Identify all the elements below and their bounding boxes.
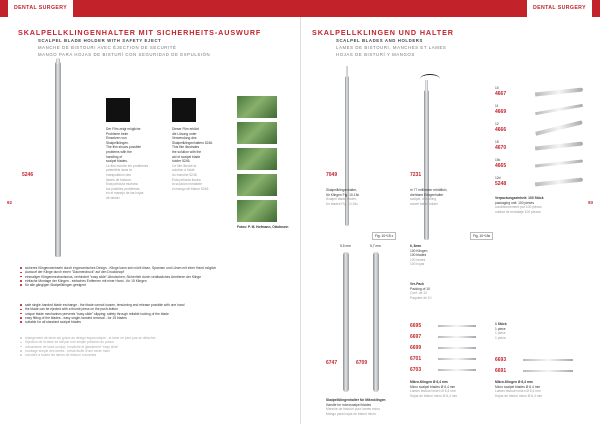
feature-item: Auswurf der Klinge durch einen "Daumendruck" auf den Druckknopf xyxy=(20,270,285,274)
video1-text: Der Film zeigt mögliche Probleme beim Einsetzen von Skalpellklingen. The film shows possible problems with the handling of scalpel blades. Le film montre les problèmes potentiels dans la manipulation des lames de bistouri. Esta película muestra los posibles problemas en el manejo de las hojas de bisturí. xyxy=(106,127,149,200)
section-tag-right: DENTAL SURGERY xyxy=(527,0,592,17)
feature-item: safe single-handed blade exchange - the blade cannot loosen, tensioning and release possible with one hand xyxy=(20,303,285,307)
micro-blades-b-text: Mikro-Klingen Ø 6,4 mm Micro scalpel blades Ø 6,4 mm Lames bistouri micro Ø 6,4 mm Hojas de bisturí micro Ø 6,4 mm xyxy=(495,380,543,398)
micro-piece-labels: 1 Stück 1 piece 1 pièce 1 pieza xyxy=(495,322,507,340)
section-tag-left: DENTAL SURGERY xyxy=(8,0,73,17)
product-code-5246: 5246 xyxy=(22,172,34,178)
page-gutter xyxy=(300,17,301,424)
micro-holder-1-image xyxy=(343,252,349,392)
left-sub-fr: MANCHE DE BISTOURI AVEC ÉJECTION DE SECURITÉ xyxy=(38,45,177,50)
micro-blade-row: 6703 xyxy=(410,366,490,377)
micro-blade-row: 6691 xyxy=(495,367,595,378)
blade-row: 10 4667 xyxy=(495,86,595,104)
photo-4 xyxy=(237,174,277,196)
feature-item: montage simple des lames - retrait facile d'une seule main xyxy=(20,349,285,353)
feature-item: l'éjection de la lame se fait par une simple pression du pouce xyxy=(20,340,285,344)
blade-pack-text: Verpackungseinheit: 100 Stück packaging unit: 100 pieces conditionnement par 100 pièces unidad de embalaje 100 piezas xyxy=(495,196,544,214)
blade-row: 11 4669 xyxy=(495,104,595,122)
micro-blade-row: 6697 xyxy=(410,333,490,344)
micro-blade-row: 6699 xyxy=(410,344,490,355)
photo-5 xyxy=(237,200,277,222)
feature-item: einmaliger Klingenmechanismus, verhindert "easy slide"-Abrutschen; Sicherheit durch verlässliches Arretieren der Klinge xyxy=(20,275,285,279)
left-sub-es: MANGO PARA HOJAS DE BISTURÍ CON SEGURIDAD DE EXPULSIÓN xyxy=(38,52,211,57)
page-number-left: 92 xyxy=(7,200,12,205)
product-code-6709: 6709 xyxy=(356,360,368,366)
feature-item: mécanisme de lame unique, empêche le glissement "easy slide" xyxy=(20,345,285,349)
holder-7231-text: In 77 millimeter erhältlich, drehbare Klingenhalter scalpel, swivelling swivel blade holder xyxy=(410,188,448,206)
size-label-1: 5,5 mm xyxy=(340,244,351,248)
size-label-2: 5,7 mm xyxy=(370,244,381,248)
right-sub-fr: LAMES DE BISTOURI, MANCHES ET LAMES xyxy=(336,45,447,50)
rotate-arrow-icon xyxy=(420,74,440,84)
feature-item: einfache Montage der Klingen - einfaches Entfernen mit einer Hand - für 15 Klingen xyxy=(20,279,285,283)
feature-item: the blade can be ejected with a thumb press on the push-button xyxy=(20,307,285,311)
page-number-right: 93 xyxy=(588,200,593,205)
product-code-7231: 7231 xyxy=(410,172,422,178)
right-sub-es: HOJAS DE BISTURÍ Y MANGOS xyxy=(336,52,415,57)
feature-list-en xyxy=(20,303,285,324)
holder-7231-image xyxy=(424,90,429,240)
photo-2 xyxy=(237,122,277,144)
right-title: SKALPELLKLINGEN UND HALTER xyxy=(312,28,454,37)
holder-7049-tip xyxy=(346,66,348,78)
blade-list xyxy=(495,86,595,194)
blades-info-box: 6, 8mm 100 Klingen 100 blades 100 lames 100 hojas xyxy=(410,244,428,267)
left-title: SKALPELLKLINGENHALTER MIT SICHERHEITS-AUSWURF xyxy=(18,28,262,37)
qr-code-video-1[interactable] xyxy=(106,98,130,122)
product-code-7049: 7049 xyxy=(326,172,338,178)
feature-item: easy fitting of the blades - easy single-handed removal - for 15 blades xyxy=(20,316,285,320)
micro-blade-row: 6693 xyxy=(495,356,595,367)
micro-holder-text: Skalpellklingenhalter für Mikroklingen Handle for microscalpel blades Manche de bistouri pour lames micro Mango para hojas de bisturí micro xyxy=(326,398,386,416)
right-sub-en: SCALPEL BLADES AND HOLDERS xyxy=(336,38,423,43)
holder-7049-text: Skalpellklingenhalter, für Klingen Fig. 10-15c Scalpel blade holder, for blades Fig. 10-15c xyxy=(326,188,360,206)
safety-holder-image xyxy=(55,62,61,257)
fig-label-7231: Fig. 10+15c xyxy=(470,232,493,240)
micro-blade-row: 6701 xyxy=(410,355,490,366)
qr-code-video-2[interactable] xyxy=(172,98,196,122)
photo-caption: Fotos: P. M. Hofmann, Ottobrunn xyxy=(237,225,289,229)
video2-text: Dieser Film erklärt die Lösung unter Verwendung des Skalpellklingenhalters 5246. This film illustrates the solution with the aid of scalpel blade holder 5246. Ce film illustre la solution à l'aide du manche 5246. Esta película ilustra la solución mediante el mango de bisturí 5246. xyxy=(172,127,214,191)
micro-blades-a-text: Mikro-Klingen Ø 6,4 mm Micro scalpel blades Ø 6,4 mm Lames bistouri micro Ø 6,4 mm Hojas de bisturí micro Ø 6,4 mm xyxy=(410,380,458,398)
feature-item: für alle gängigen Skalpellklingen geeignet xyxy=(20,283,285,287)
micro-blades-b xyxy=(495,356,595,378)
micro-holder-2-image xyxy=(373,252,379,392)
feature-item: suitable for all standard scalpel blades xyxy=(20,320,285,324)
blade-row: 15c 4665 xyxy=(495,158,595,176)
feature-item: sicheres Klingenwechseln durch ergonomisches Design - Klinge kann sich nicht lösen, Spannen und Lösen mit einer Hand möglich xyxy=(20,266,285,270)
feature-list-fr xyxy=(20,336,285,357)
pack-info-box: Ver-Pack Packing of 10 Conf. de 10 Paquete de 10 xyxy=(410,282,432,300)
feature-item: changement de lame sûr grâce au design ergonomique - la lame ne peut pas se détacher xyxy=(20,336,285,340)
micro-blades-a xyxy=(410,322,490,377)
micro-blade-row: 6695 xyxy=(410,322,490,333)
photo-3 xyxy=(237,148,277,170)
blade-row: 12d 5248 xyxy=(495,176,595,194)
feature-item: convient à toutes les lames de bistouri courantes xyxy=(20,353,285,357)
product-code-6747: 6747 xyxy=(326,360,338,366)
safety-holder-blade xyxy=(56,58,60,64)
feature-item: unique blade mechanism prevents "easy slide" slipping; safety through reliable locking of the blade xyxy=(20,312,285,316)
blade-row: 12 4666 xyxy=(495,122,595,140)
photo-1 xyxy=(237,96,277,118)
blade-row: 15 4670 xyxy=(495,140,595,158)
fig-label-7049: Fig. 10+15 c xyxy=(372,232,396,240)
left-sub-en: SCALPEL BLADE HOLDER WITH SAFETY EJECT xyxy=(38,38,162,43)
holder-7231-tip xyxy=(425,80,428,92)
feature-list-de xyxy=(20,266,285,287)
